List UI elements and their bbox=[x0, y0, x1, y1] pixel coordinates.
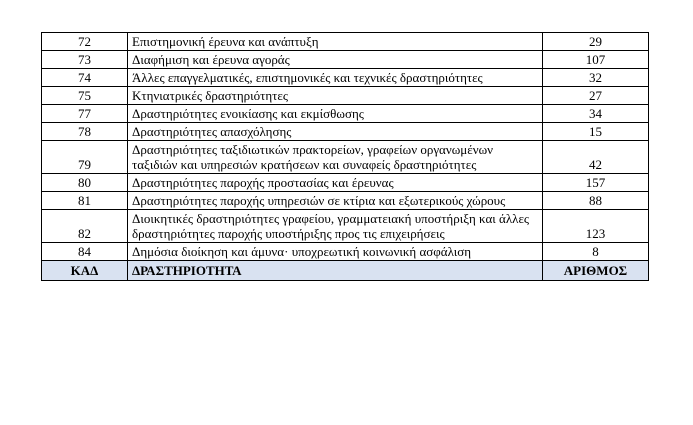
table-row bbox=[42, 105, 649, 123]
count-cell: 15 bbox=[543, 123, 649, 141]
kad-code-cell: 82 bbox=[42, 210, 128, 243]
table-row bbox=[42, 243, 649, 261]
kad-code-cell: 79 bbox=[42, 141, 128, 174]
kad-code-cell: 74 bbox=[42, 69, 128, 87]
kad-code-cell: 72 bbox=[42, 33, 128, 51]
kad-activity-table bbox=[41, 32, 649, 281]
count-cell: 42 bbox=[543, 141, 649, 174]
activity-cell: Δραστηριότητες απασχόλησης bbox=[128, 123, 543, 141]
table-row bbox=[42, 141, 649, 174]
table-row bbox=[42, 174, 649, 192]
kad-code-cell: 73 bbox=[42, 51, 128, 69]
count-column-header: ΑΡΙΘΜΟΣ bbox=[543, 261, 649, 281]
activity-cell: Δραστηριότητες ενοικίασης και εκμίσθωσης bbox=[128, 105, 543, 123]
kad-column-header: ΚΑΔ bbox=[42, 261, 128, 281]
table-row bbox=[42, 210, 649, 243]
count-cell: 8 bbox=[543, 243, 649, 261]
count-cell: 32 bbox=[543, 69, 649, 87]
activity-cell: Άλλες επαγγελματικές, επιστημονικές και τεχνικές δραστηριότητες bbox=[128, 69, 543, 87]
table-row bbox=[42, 123, 649, 141]
kad-code-cell: 78 bbox=[42, 123, 128, 141]
activity-cell: Διοικητικές δραστηριότητες γραφείου, γραμματειακή υποστήριξη και άλλες δραστηριότητες παροχής υποστήριξης προς τις επιχειρήσεις bbox=[128, 210, 543, 243]
count-cell: 107 bbox=[543, 51, 649, 69]
table-row bbox=[42, 192, 649, 210]
kad-code-cell: 81 bbox=[42, 192, 128, 210]
activity-cell: Δραστηριότητες παροχής υπηρεσιών σε κτίρια και εξωτερικούς χώρους bbox=[128, 192, 543, 210]
table-row bbox=[42, 51, 649, 69]
table-row bbox=[42, 33, 649, 51]
count-cell: 29 bbox=[543, 33, 649, 51]
activity-cell: Διαφήμιση και έρευνα αγοράς bbox=[128, 51, 543, 69]
kad-code-cell: 75 bbox=[42, 87, 128, 105]
kad-code-cell: 77 bbox=[42, 105, 128, 123]
count-cell: 88 bbox=[543, 192, 649, 210]
kad-code-cell: 84 bbox=[42, 243, 128, 261]
activity-cell: Δραστηριότητες ταξιδιωτικών πρακτορείων, γραφείων οργανωμένων ταξιδιών και υπηρεσιών κρατήσεων και συναφείς δραστηριότητες bbox=[128, 141, 543, 174]
activity-column-header: ΔΡΑΣΤΗΡΙΟΤΗΤΑ bbox=[128, 261, 543, 281]
activity-cell: Επιστημονική έρευνα και ανάπτυξη bbox=[128, 33, 543, 51]
count-cell: 123 bbox=[543, 210, 649, 243]
kad-code-cell: 80 bbox=[42, 174, 128, 192]
activity-cell: Κτηνιατρικές δραστηριότητες bbox=[128, 87, 543, 105]
count-cell: 157 bbox=[543, 174, 649, 192]
table-row bbox=[42, 69, 649, 87]
table-header-row bbox=[42, 261, 649, 281]
activity-cell: Δραστηριότητες παροχής προστασίας και έρευνας bbox=[128, 174, 543, 192]
count-cell: 34 bbox=[543, 105, 649, 123]
table-row bbox=[42, 87, 649, 105]
activity-cell: Δημόσια διοίκηση και άμυνα· υποχρεωτική κοινωνική ασφάλιση bbox=[128, 243, 543, 261]
count-cell: 27 bbox=[543, 87, 649, 105]
